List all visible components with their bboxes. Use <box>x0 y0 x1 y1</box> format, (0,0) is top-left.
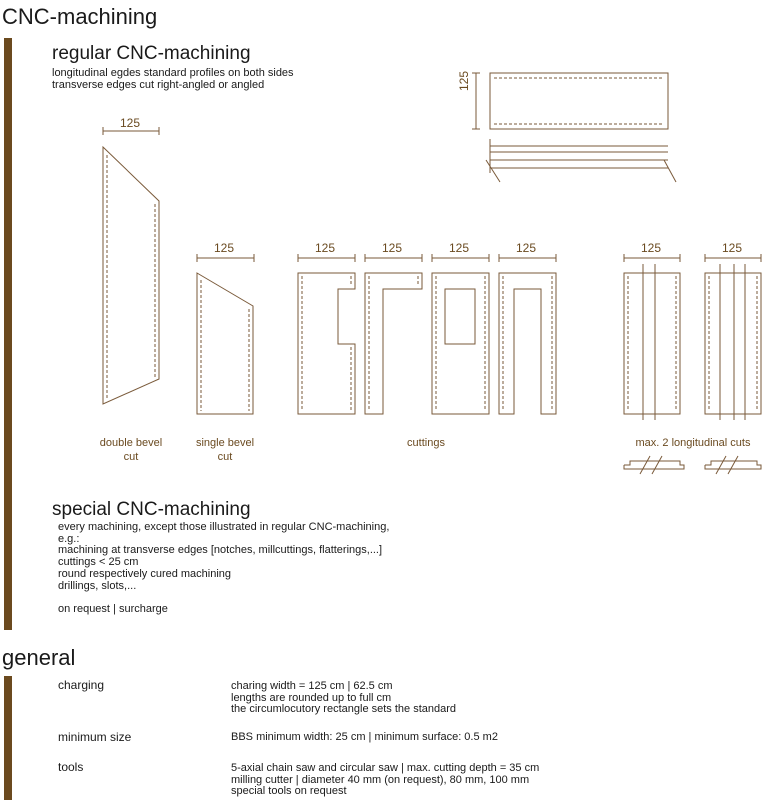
dimension-label-cutting-1: 125 <box>315 241 336 255</box>
special-line-5: round respectively cured machining <box>58 567 232 580</box>
dimension-line-longitudinal <box>624 254 761 262</box>
cutting-shape-notch <box>298 273 355 414</box>
regular-text-line-2: transverse edges cut right-angled or angled <box>52 79 265 91</box>
special-text <box>58 522 389 616</box>
regular-heading: regular CNC-machining <box>52 43 251 64</box>
general-value-charging <box>231 681 456 716</box>
label-double-bevel <box>96 436 166 464</box>
dimension-line-single-bevel <box>197 254 254 262</box>
label-single-bevel-line-2: cut <box>217 451 233 463</box>
longitudinal-section-2 <box>705 456 761 474</box>
longitudinal-section-1 <box>624 456 684 474</box>
dimension-label-cutting-2: 125 <box>382 241 403 255</box>
label-longitudinal-cuts: max. 2 longitudinal cuts <box>635 437 751 449</box>
special-heading: special CNC-machining <box>52 499 251 520</box>
dimension-label-longitudinal-2: 125 <box>722 241 743 255</box>
minimum-size-line-1: BBS minimum width: 25 cm | minimum surface: 0.5 m2 <box>231 731 498 743</box>
tools-line-3: special tools on request <box>231 785 347 798</box>
single-bevel-cut-shape <box>197 273 253 414</box>
special-line-8: on request | surcharge <box>58 602 168 615</box>
page-title: CNC-machining <box>2 4 158 29</box>
tools-line-1: 5-axial chain saw and circular saw | max. cutting depth = 35 cm <box>231 762 540 774</box>
dimension-label-single-bevel: 125 <box>214 241 235 255</box>
dimension-label-double-bevel: 125 <box>120 116 141 130</box>
cutting-shape-window <box>432 273 489 414</box>
longitudinal-cut-shape-2 <box>705 264 761 420</box>
cutting-shape-slot <box>499 273 556 414</box>
general-label-minimum-size: minimum size <box>58 730 132 744</box>
label-single-bevel-line-1: single bevel <box>195 437 255 449</box>
general-value-tools <box>231 763 539 798</box>
charging-line-1: charing width = 125 cm | 62.5 cm <box>231 680 393 692</box>
label-double-bevel-line-2: cut <box>123 451 139 463</box>
tools-line-2: milling cutter | diameter 40 mm (on request), 80 mm, 100 mm <box>231 773 530 786</box>
dimension-line-cuttings <box>298 254 556 262</box>
dimension-label-cutting-4: 125 <box>516 241 537 255</box>
charging-line-2: lengths are rounded up to full cm <box>231 691 392 704</box>
dimension-line-double-bevel <box>103 127 159 135</box>
label-cuttings: cuttings <box>407 437 445 449</box>
special-line-1: every machining, except those illustrated in regular CNC-machining, <box>58 521 390 533</box>
section-view-layers <box>486 139 676 182</box>
special-line-6: drillings, slots,... <box>58 579 137 592</box>
general-label-tools: tools <box>58 760 84 774</box>
special-line-4: cuttings < 25 cm <box>58 556 139 569</box>
dimension-line-vertical <box>472 73 480 129</box>
double-bevel-cut-shape <box>103 147 159 404</box>
general-label-charging: charging <box>58 678 105 692</box>
general-value-minimum-size <box>231 732 498 744</box>
label-double-bevel-line-1: double bevel <box>99 437 163 449</box>
dimension-label-cutting-3: 125 <box>449 241 470 255</box>
plan-view-rectangle <box>490 73 668 129</box>
longitudinal-cut-shape-1 <box>624 264 680 420</box>
special-line-3: machining at transverse edges [notches, millcuttings, flatterings,...] <box>58 544 383 557</box>
label-single-bevel <box>190 436 260 464</box>
special-line-2: e.g.: <box>58 532 80 545</box>
dimension-label-longitudinal-1: 125 <box>641 241 662 255</box>
dimension-label-vertical: 125 <box>457 70 471 91</box>
charging-line-3: the circumlocutory rectangle sets the standard <box>231 703 457 716</box>
cutting-shape-l <box>365 273 422 414</box>
general-heading: general <box>2 645 76 670</box>
regular-text-line-1: longitudinal egdes standard profiles on both sides <box>52 67 294 79</box>
